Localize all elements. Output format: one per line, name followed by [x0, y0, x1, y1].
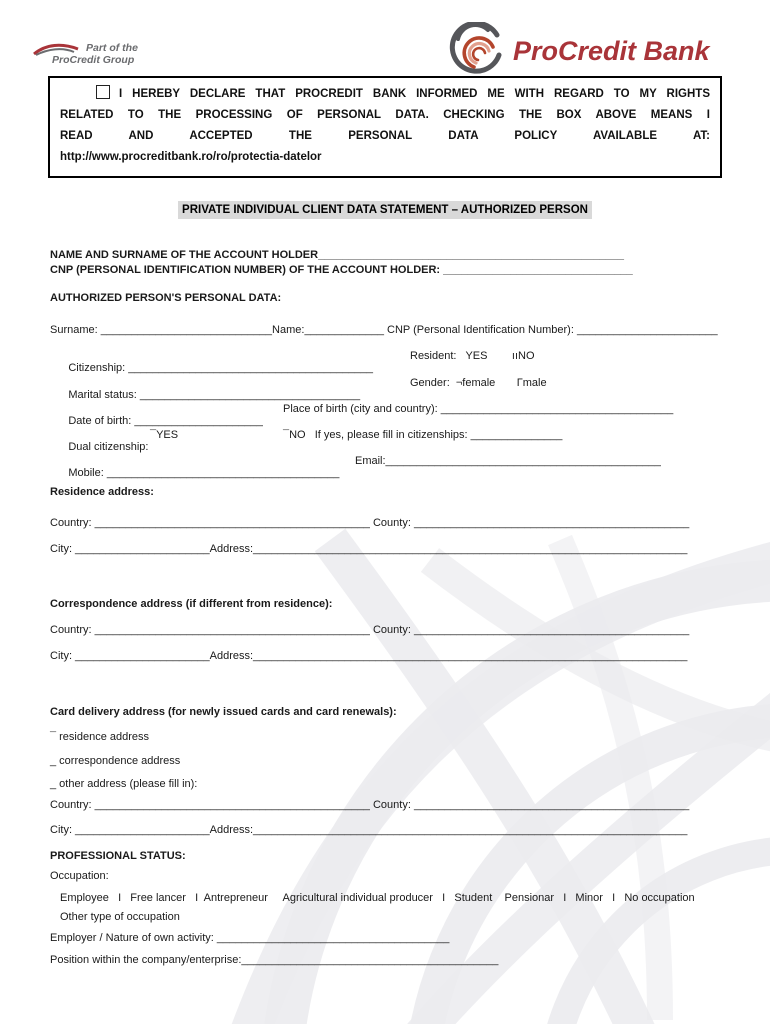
group-logo-line1: Part of the	[86, 42, 138, 54]
marital-status-row	[50, 377, 726, 401]
dual-citizenship-label: Dual citizenship:	[68, 441, 149, 453]
declaration-line-3: READ AND ACCEPTED THE PERSONAL DATA POLICY AVAILABLE AT:	[60, 130, 710, 142]
declaration-policy-url: http://www.procreditbank.ro/ro/protectia-datelor	[60, 151, 322, 163]
declaration-box	[48, 76, 722, 178]
card-option-correspondence[interactable]: _ correspondence address	[50, 755, 181, 767]
gender-options[interactable]: Gender: ¬female Γmale	[410, 377, 547, 389]
card-city-row: City: ______________________Address:_______________________________________________________________________	[50, 824, 688, 836]
contact-row	[50, 455, 726, 479]
marital-status-field: Marital status: ____________________________________	[68, 389, 361, 401]
personal-data-heading: AUTHORIZED PERSON'S PERSONAL DATA:	[50, 292, 282, 304]
dual-citizenship-row	[50, 429, 726, 453]
globe-icon	[447, 22, 505, 74]
declaration-line-2: RELATED TO THE PROCESSING OF PERSONAL DATA. CHECKING THE BOX ABOVE MEANS I	[60, 109, 710, 121]
group-logo-line2: ProCredit Group	[52, 54, 135, 66]
email-field: Email:_____________________________________________	[355, 455, 661, 467]
card-delivery-heading: Card delivery address (for newly issued cards and card renewals):	[50, 706, 397, 718]
residence-city-row: City: ______________________Address:_______________________________________________________________________	[50, 543, 688, 555]
card-country-row: Country: _____________________________________________ County: _____________________________________________	[50, 799, 690, 811]
residence-country-row: Country: _____________________________________________ County: _____________________________________________	[50, 517, 690, 529]
occupation-options[interactable]: Employee I Free lancer I Antrepreneur Agricultural individual producer I Student Pensionar I Minor I No occupation	[60, 892, 695, 904]
page-title: PRIVATE INDIVIDUAL CLIENT DATA STATEMENT – AUTHORIZED PERSON	[178, 201, 592, 219]
professional-status-heading: PROFESSIONAL STATUS:	[50, 850, 186, 862]
account-holder-name-line: NAME AND SURNAME OF THE ACCOUNT HOLDER__________________________________________________	[50, 249, 624, 261]
citizenship-field: Citizenship: ________________________________________	[68, 362, 373, 374]
correspondence-heading: Correspondence address (if different from residence):	[50, 598, 333, 610]
declaration-checkbox[interactable]	[96, 85, 110, 99]
card-option-other[interactable]: _ other address (please fill in):	[50, 778, 198, 790]
position-row: Position within the company/enterprise:__________________________________________	[50, 954, 499, 966]
card-option-residence[interactable]: ¯ residence address	[50, 731, 150, 743]
birth-row	[50, 403, 726, 427]
residence-heading: Residence address:	[50, 486, 154, 498]
correspondence-city-row: City: ______________________Address:_______________________________________________________________________	[50, 650, 688, 662]
swoosh-icon	[32, 42, 84, 58]
occupation-label: Occupation:	[50, 870, 109, 882]
dual-yes-option[interactable]: ¯YES	[150, 429, 179, 441]
procredit-group-logo	[30, 42, 180, 66]
resident-options[interactable]: Resident: YES ııNO	[410, 350, 535, 362]
citizenship-row	[50, 350, 726, 374]
correspondence-country-row: Country: _____________________________________________ County: _____________________________________________	[50, 624, 690, 636]
page-title-row	[0, 204, 770, 216]
surname-name-cnp-row: Surname: ____________________________Name:_____________ CNP (Personal Identification Number): _______________________	[50, 324, 718, 336]
dual-no-option[interactable]: ¯NO If yes, please fill in citizenships: _______________	[283, 429, 563, 441]
place-of-birth-field: Place of birth (city and country): ______________________________________	[283, 403, 674, 415]
employer-row: Employer / Nature of own activity: ______________________________________	[50, 932, 450, 944]
declaration-line-1	[60, 84, 710, 105]
mobile-field: Mobile: ______________________________________	[68, 467, 340, 479]
bank-logo-text: ProCredit Bank	[513, 36, 710, 66]
date-of-birth-field: Date of birth: _____________________	[68, 415, 263, 427]
declaration-text-1: I HEREBY DECLARE THAT PROCREDIT BANK INFORMED ME WITH REGARD TO MY RIGHTS	[119, 88, 710, 100]
account-holder-cnp-line: CNP (PERSONAL IDENTIFICATION NUMBER) OF THE ACCOUNT HOLDER: _______________________________	[50, 264, 633, 276]
other-occupation-option[interactable]: Other type of occupation	[60, 911, 180, 923]
